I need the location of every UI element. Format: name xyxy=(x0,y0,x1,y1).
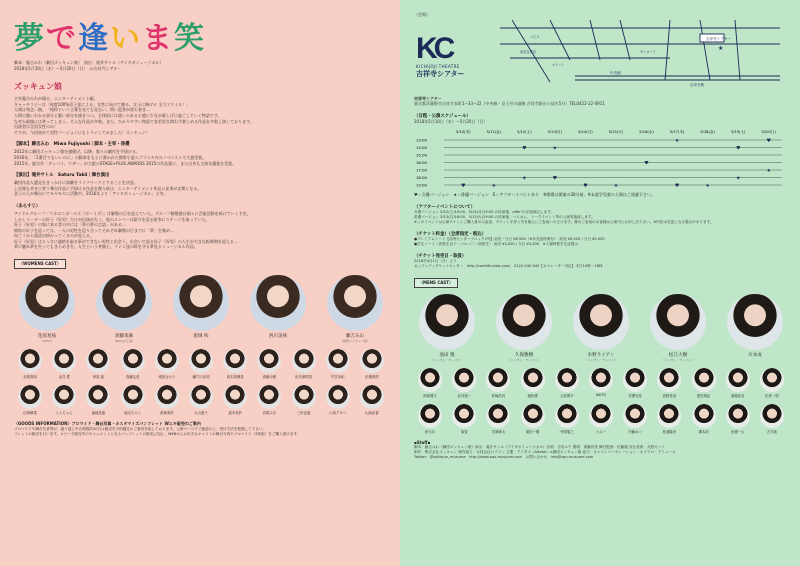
ticket-text xyxy=(414,237,788,247)
lead-cast-member xyxy=(414,294,480,362)
cast-affiliation: （ufilm） xyxy=(40,339,54,344)
cast-member xyxy=(117,349,149,379)
map-label-line: 中央線 xyxy=(610,70,621,75)
cast-member xyxy=(414,404,446,434)
text-line: 主宰藤吉みわが綴る、エンターテイメント劇。 xyxy=(14,96,98,102)
cast-name: 宮城章太 xyxy=(491,430,506,435)
cast-member xyxy=(287,349,319,379)
map-label-yodobashi: ヨドバシ xyxy=(552,62,565,67)
cast-photo xyxy=(18,385,42,409)
lead-cast-member xyxy=(14,275,80,343)
cast-affiliation: （ハンサム・ヤーマン） xyxy=(430,358,464,363)
cast-name: 西川美咲 xyxy=(268,334,288,340)
cast-name: 真藤友美 xyxy=(125,375,140,380)
schedule-day: 5/20(日) xyxy=(761,130,776,135)
cast-photo xyxy=(292,385,316,409)
cast-photo xyxy=(727,294,783,350)
schedule-dates: 2018年5月10日（木）〜5月20日（日） xyxy=(414,118,488,124)
cast-name: 道本有紗 xyxy=(228,411,242,416)
cast-affiliation: （Berryz工房） xyxy=(113,339,135,344)
cast-photo xyxy=(623,368,647,392)
heart-icon: ♥ xyxy=(644,160,649,167)
text-line: 人間は残念…無、「純粋という言葉を見ても見ない、問い返答が落ち着き… xyxy=(14,107,150,113)
venue-info xyxy=(414,96,788,107)
womens-cast-label: 〈WOMENS CAST〉 xyxy=(14,259,66,269)
cast-member xyxy=(82,349,114,379)
cast-member xyxy=(82,385,114,415)
cast-name: 松崎浩亮 xyxy=(491,394,506,399)
cast-photo xyxy=(223,385,247,409)
cast-photo xyxy=(121,349,145,373)
schedule-day: 5/19(土) xyxy=(730,130,746,135)
womens-lead-cast xyxy=(14,275,388,343)
text-line: 脚本：藤吉みわ（劇団ズッキュン娘）演出：滝井サトル（アイタボミュージカル）音楽：吉田ユウ 照明：齋藤有美 舞台監督：佐藤龍 宣伝美術：大野カンナ xyxy=(414,445,665,450)
star-icon: ★ xyxy=(735,175,741,182)
schedule-day: 5/14(月) xyxy=(578,130,593,135)
cast-photo xyxy=(452,368,476,392)
heart-icon: ♥ xyxy=(461,183,466,190)
cast-photo xyxy=(726,368,750,392)
cast-name: 仲原 晶 xyxy=(92,375,105,380)
cast-name: 真柴美咲 xyxy=(160,411,174,416)
cast-name: 久保雅樹 xyxy=(514,353,534,359)
title-char: 逢 xyxy=(78,22,108,55)
bio1-heading: 【脚本】藤吉みわ Miwa Fujiyoshi｜脚本・主宰・俳優 xyxy=(14,142,130,148)
title-char: い xyxy=(110,22,140,55)
cast-name: 瀬戸川未知 xyxy=(192,375,210,380)
cast-photo xyxy=(692,368,716,392)
map-label-coppice: コピス xyxy=(530,34,540,39)
cast-member xyxy=(482,368,514,398)
cast-name: 花原星枝 xyxy=(37,334,57,340)
cast-photo xyxy=(257,385,281,409)
text-line: 開始の好子を巡っては、一人の男性を巡り合ってそれぞれ解散の日までに「夢」を集め… xyxy=(14,227,174,233)
lead-cast-member xyxy=(645,294,711,362)
text-line: 金子の人が舞台にてモヤモヤに活動中。2016年より「アイタボミュージカル」主宰。 xyxy=(14,191,168,197)
mens-lead-cast xyxy=(414,294,788,362)
text-line: 女優バージョン 5/12(土)19:00、5/14(月)19:00 の終演後、elfin"の正規演出します。 xyxy=(414,210,554,215)
cast-photo xyxy=(418,404,442,428)
title-char: ま xyxy=(142,22,172,55)
lead-cast-member xyxy=(245,275,311,343)
cast-name: 高橋小稚 xyxy=(262,375,277,380)
cast-name: 田久保咲香 xyxy=(295,375,313,380)
text-line: 向こうから電話が掛かってくるのが見える。 xyxy=(14,233,94,239)
cast-photo xyxy=(326,349,350,373)
cast-photo xyxy=(189,349,213,373)
cast-photo xyxy=(486,368,510,392)
schedule-day: 5/16(水) xyxy=(639,130,654,135)
schedule-heading: （日程・公演スケジュール） xyxy=(414,113,471,119)
text-line: 劇団作品人選見をきっかけに演劇をライフワークとすることを決意。 xyxy=(14,180,138,186)
cast-name: とみー xyxy=(595,430,607,435)
text-line: アイドルグループ「マカロニボールズ（ボーイズ）」は解散の日を迎えていた。グループ解散後は個々に芸能活動を続けていく予定。 xyxy=(14,210,251,216)
access-map xyxy=(490,20,790,90)
cast-photo xyxy=(657,368,681,392)
cast-photo xyxy=(52,385,76,409)
cast-photo xyxy=(52,349,76,373)
cast-name: 宮澤光希 xyxy=(628,394,642,399)
cast-photo xyxy=(223,349,247,373)
cast-member xyxy=(551,368,583,398)
star-icon: ★ xyxy=(613,183,619,190)
cast-member xyxy=(653,368,685,398)
lead-cast-member xyxy=(568,294,634,362)
cast-photo xyxy=(657,404,681,428)
cast-member xyxy=(14,349,46,379)
schedule-time: 16:00 xyxy=(416,160,427,166)
star-icon: ★ xyxy=(491,183,497,190)
text-line: 2012年に劇団ズッキュン娘を旗揚げ。以降、数々の劇作を手掛ける。 xyxy=(14,149,140,155)
schedule-grid xyxy=(414,128,784,190)
cast-photo xyxy=(692,404,716,428)
staff-heading: ▪Staff▪ xyxy=(414,440,431,446)
cast-name: 黒田翔也 xyxy=(696,394,711,399)
cast-photo xyxy=(496,294,552,350)
schedule-day: 5/15(火) xyxy=(608,130,624,135)
goods-text xyxy=(14,427,388,437)
cast-photo xyxy=(521,368,545,392)
womens-cast-row-2 xyxy=(14,385,388,415)
map-label-theatre: 吉祥寺シアター xyxy=(706,36,731,41)
cast-name: 須藤茉麻 xyxy=(114,334,134,340)
cast-name: 原智 xyxy=(460,430,468,435)
cast-member xyxy=(756,368,788,398)
lead-cast-member xyxy=(322,275,388,343)
text-line: キャッチコピーは「純度100%男子達による、女性に向けて贈る、女子に捧げる 全力スマイル！」 xyxy=(14,101,191,107)
cast-name: 宮尾みき xyxy=(262,411,277,416)
cast-affiliation: （ハンサム・ヤーマン） xyxy=(584,358,618,363)
text-line: 好子（好男）はとっさに連絡を取る事ができない男性と出会う。出会いで語る好子（好男）の人生が大きな転換期を迎える… xyxy=(14,238,238,244)
cast-name: 福地英恵 xyxy=(91,411,106,416)
venue-logo-mark: KC xyxy=(416,31,452,65)
cast-photo xyxy=(173,275,229,331)
cast-member xyxy=(219,349,251,379)
star-icon: ★ xyxy=(766,168,771,175)
cast-name: 阿部健斗 xyxy=(423,394,437,399)
cast-photo xyxy=(326,385,350,409)
title-char: 笑 xyxy=(174,22,204,55)
heart-icon: ♥ xyxy=(674,183,680,190)
star-icon: ★ xyxy=(705,183,710,190)
cast-member xyxy=(448,368,480,398)
text-line: カンフェティチケットセンター http://confetti-web.com/ 0120-240-540【オペレーター対応】平日10時〜18時 xyxy=(414,264,603,269)
heart-icon: ♥ xyxy=(735,145,741,152)
cast-name: 田邉美咲 xyxy=(365,375,379,380)
text-line: 夢に触れ夢を失ってもきらめきを、人生という笑顔と、ファン達の絆を守る夢見るミュージカル作品。 xyxy=(14,244,198,250)
cast-member xyxy=(653,404,685,434)
text-line: ブロマイドや舞台写真等が、渡り遂し中合格数約20日は販売を予約確定のご案内を致しております。公演ページでご確認の上、受付方法を把握して下さい。 xyxy=(14,427,267,432)
troupe-logo: ズッキュン娘 xyxy=(14,82,62,92)
cast-name: 岩井翔一 xyxy=(457,394,472,399)
cast-name: 船岡 咲 xyxy=(193,334,209,340)
cast-photo xyxy=(327,275,383,331)
staff-credits xyxy=(414,440,788,460)
cast-photo xyxy=(18,349,42,373)
cast-member xyxy=(482,404,514,434)
cast-affiliation: （ハンサム・ヤーマン） xyxy=(661,358,695,363)
lead-cast-member xyxy=(168,275,234,343)
cast-photo xyxy=(623,404,647,428)
cast-name: 赤尾真知 xyxy=(23,375,37,380)
cast-member xyxy=(253,385,285,415)
show-title xyxy=(14,20,388,54)
cast-member xyxy=(14,385,46,415)
text-line: 俳優バージョン 5/13(日)18:00、5/15(火)19:00 の終演後、ハニカム、トークイベント等の公演実施致します。 xyxy=(414,215,595,220)
cast-member xyxy=(185,385,217,415)
cast-affiliation: （ハンサム・ヤーマン） xyxy=(507,358,541,363)
cast-name: 竹井沙紀 xyxy=(330,375,345,380)
text-line: Twitter：@zukkyun_musume http://www.zqu-musume.com お問い合わせ：info@zqu-musume.com xyxy=(414,455,594,460)
access-label: （会場） xyxy=(414,12,430,17)
text-line: 制作：株式会社ズッキュン 制作協力：合同会社ロブソン 主催：アイタボ（Aitabo）×劇団ズッキュン娘 協力：キャストコーポレーション・ホリプロ・アミューズ xyxy=(414,450,676,455)
cast-name: 高木真理香 xyxy=(226,375,244,380)
cast-photo xyxy=(189,385,213,409)
venue-logo-en: KICHIJOJI THEATRE xyxy=(416,63,460,69)
cast-name: とんちゃん xyxy=(55,411,73,416)
cast-photo xyxy=(360,385,384,409)
mens-cast-row-1 xyxy=(414,368,788,398)
cast-photo xyxy=(257,349,281,373)
text-line: なぜか最後には笑ってしまう。そんな作品が多数。また、ひかりやすい物語で老若男女問わず楽しめる作品を多数上演しております。 xyxy=(14,118,254,124)
cast-member xyxy=(117,385,149,415)
cast-name: 丸山夏子 xyxy=(194,411,208,416)
cast-member xyxy=(585,368,617,398)
cast-name: 植松優 xyxy=(527,394,538,399)
star-icon: ★ xyxy=(674,138,680,145)
event-heading: （アフターイベントについて） xyxy=(414,205,476,211)
cast-photo xyxy=(589,368,613,392)
schedule-day: 5/18(金) xyxy=(700,130,715,135)
map-star-icon: ★ xyxy=(718,44,724,52)
cast-photo xyxy=(760,404,784,428)
cast-name: 藤吉みわ xyxy=(345,334,365,340)
cast-member xyxy=(253,349,285,379)
text-line: 2016年、「2番目でもいいのに」の脚本をもとに書かれた携帯小説エブリスタ内のノベリストで大賞受賞。 xyxy=(14,154,207,160)
heart-icon: ♥ xyxy=(552,175,558,182)
cast-photo xyxy=(155,349,179,373)
cast-name: 大部勇平 xyxy=(560,394,574,399)
cast-member xyxy=(448,404,480,434)
cast-name: 寺岡瑞之 xyxy=(560,430,574,435)
cast-photo xyxy=(86,349,110,373)
intro-text xyxy=(14,96,388,135)
cast-member xyxy=(517,404,549,434)
cast-name: 山田アキコ xyxy=(329,411,347,416)
cast-member xyxy=(619,368,651,398)
womens-cast-row-1 xyxy=(14,349,388,379)
cast-name: 川本成 xyxy=(748,353,762,359)
bio2-text xyxy=(14,180,388,197)
ticket-heading: （チケット料金）（全席指定・税込） xyxy=(414,232,487,238)
schedule-day: 5/17(木) xyxy=(669,130,685,135)
cast-member xyxy=(48,385,80,415)
cast-name: 菅野泰登 xyxy=(662,394,677,399)
cast-member xyxy=(722,368,754,398)
cast-member xyxy=(551,404,583,434)
schedule-time: 14:00 xyxy=(416,145,427,151)
map-label-dept: 東急百貨店 xyxy=(520,49,536,54)
credit-line: 脚本：藤吉みわ（劇団ズッキュン娘） 演出：滝井サトル（アイタボミュージカル） xyxy=(14,60,164,65)
cast-member xyxy=(687,404,719,434)
schedule-legend: ♥＝女優バージョン ★＝俳優バージョン E＝アフターイベントあり ※開場は開演の30分前。※未就学児童の入場はご遠慮下さい。 xyxy=(414,192,655,198)
cast-member xyxy=(722,404,754,434)
story-heading: 〈あらすじ〉 xyxy=(14,203,41,209)
cast-name: 鈴木歩 xyxy=(425,430,436,435)
cast-name: 池田 慎 xyxy=(439,353,455,359)
text-line: ●学生シート（高校生以下・パルコ二〜高校生） 前売 ¥3,000 / 当日 ¥3,500 ※入場時要学生証提示 xyxy=(414,242,578,247)
cast-name: KAITO xyxy=(595,393,607,398)
cast-member xyxy=(619,404,651,434)
schedule-table xyxy=(414,128,788,190)
cast-member xyxy=(151,385,183,415)
cast-name: 湯場佳苗 xyxy=(730,394,745,399)
lead-cast-member xyxy=(722,294,788,362)
cast-name: 滝田一樹 xyxy=(525,430,540,435)
cast-name: 山西由香 xyxy=(365,411,379,416)
schedule-time: 17:00 xyxy=(416,167,427,173)
map-label-sunroad: サンロード xyxy=(640,49,656,54)
heart-icon: ♥ xyxy=(766,138,771,145)
text-line: しかしリーダーの好子（好男）だけが出演がなく、他のメンバーは紹介を巡る紛争にステージを取っていた。 xyxy=(14,216,210,222)
goods-info xyxy=(14,421,388,437)
cast-member xyxy=(517,368,549,398)
cast-name: 金井 愛 xyxy=(58,375,70,380)
cast-photo xyxy=(555,404,579,428)
text-line: 人間の強いわかる部分と脆い部分を描きつつ、全体的には違いのある小感に少女が楽しげに過ごしていく物語です。 xyxy=(14,112,222,118)
staff-text xyxy=(414,445,788,460)
venue-logo-jp: 吉祥寺シアター xyxy=(416,69,465,78)
cast-photo xyxy=(760,368,784,392)
heart-icon: ♥ xyxy=(583,183,588,190)
cast-photo xyxy=(726,404,750,428)
text-line: 2015年、総合作「ダッパイ、マザー」が大阪のSTAGE+PLUS AWARDS 2015の作品賞に、また出身も主演女優賞を受賞。 xyxy=(14,160,237,166)
cast-name: 佐倉一悟 xyxy=(765,394,779,399)
text-line: ですが、今回初めて男性バージョンにもトライしてみました！ズッキュン！ xyxy=(14,129,150,135)
bio1-text xyxy=(14,149,388,166)
schedule-day: 5/11(金) xyxy=(486,130,502,135)
event-text xyxy=(414,210,788,225)
cast-name: 堀毛ちみと xyxy=(124,411,142,416)
venue-address: 東京都武蔵野市吉祥寺本町1−33−22（中央線・京王井の頭線 吉祥寺駅から徒歩5分）TEL0422-22-0911 xyxy=(414,101,605,107)
bio2-heading: 【演出】滝井サトル Saturu Takii｜舞台演出 xyxy=(14,173,110,179)
goods-heading: 〈GOODS INFORMATION〉ブロマイド・舞台写真・カスタマイズパンフレット Wエキ販売のご案内 xyxy=(14,421,201,427)
venue-name: 吉祥寺シアター xyxy=(414,95,442,101)
venue-map-block xyxy=(414,20,788,90)
cast-name: 田渕瞬菜 xyxy=(23,411,37,416)
schedule-time: 18:00 xyxy=(416,175,427,181)
text-line: 好子（好男）の家に来る者の中には「夢の夢の言語」がある… xyxy=(14,222,126,228)
cast-name: 田邉一太 xyxy=(730,430,745,435)
cast-photo xyxy=(121,385,145,409)
cast-photo xyxy=(19,275,75,331)
release-heading: （チケット発売日・取扱） xyxy=(414,254,467,260)
story-text xyxy=(14,211,388,250)
right-panel xyxy=(400,0,800,566)
cast-member xyxy=(687,368,719,398)
text-line: 出演者は全員女性のみ！ xyxy=(14,124,58,130)
date-line: 2018年5月10日（木）〜5月20日（日） ＠吉祥寺シアター xyxy=(14,65,122,71)
cast-name: 内藤めぐ xyxy=(628,430,642,435)
cast-name: 溝本涼 xyxy=(698,430,709,435)
cast-name: 城田さおり xyxy=(158,375,176,380)
cast-member xyxy=(48,349,80,379)
cast-photo xyxy=(486,404,510,428)
cast-name: 水野ライアン xyxy=(587,353,615,359)
schedule-time: 19:00 xyxy=(416,182,427,188)
cast-photo xyxy=(86,385,110,409)
mens-cast-label: 〈MENS CAST〉 xyxy=(414,278,458,288)
cast-photo xyxy=(418,368,442,392)
cast-name: 松江大樹 xyxy=(668,353,688,359)
map-label-station: 吉祥寺駅 xyxy=(690,82,705,87)
cast-photo xyxy=(155,385,179,409)
cast-photo xyxy=(250,275,306,331)
schedule-day: 5/12(土) xyxy=(517,130,532,135)
cast-name: 古矢純 xyxy=(766,430,777,435)
lead-cast-member xyxy=(491,294,557,362)
cast-member xyxy=(585,404,617,434)
cast-affiliation: （劇団ズッキュン娘） xyxy=(340,339,370,344)
title-char: 夢 xyxy=(14,22,44,55)
cast-photo xyxy=(589,404,613,428)
schedule-time: 15:00 xyxy=(416,152,427,158)
cast-photo xyxy=(96,275,152,331)
lead-cast-member xyxy=(91,275,157,343)
schedule-day: 5/13(日) xyxy=(547,130,563,135)
cast-photo xyxy=(521,404,545,428)
cast-photo xyxy=(360,349,384,373)
cast-name: 三好也遥 xyxy=(296,411,311,416)
mens-cast-row-2 xyxy=(414,404,788,434)
cast-photo xyxy=(419,294,475,350)
venue-logo xyxy=(416,31,476,79)
text-line: 上京後も幸せに笑う舞台作品に手掛ける作品を創り続け、エンターテイメント作品に従事が定期となる。 xyxy=(14,185,202,191)
text-line: ※このイベントは公演チケットご購入者のみ参加、チケット半券と引き換えにご参加いただけます。舞台ご参加のお客様は公演中にお申し出下さい。※内容は変更になる場合があります。 xyxy=(414,220,714,225)
cast-member xyxy=(287,385,319,415)
cast-member xyxy=(185,349,217,379)
schedule-day: 5/10(木) xyxy=(456,130,471,135)
cast-photo xyxy=(452,404,476,428)
cast-member xyxy=(151,349,183,379)
release-text xyxy=(414,259,788,269)
cast-member xyxy=(322,349,354,379)
heart-icon: ♥ xyxy=(522,145,527,152)
text-line: ●プレミアムシート【前列センターブロック2列】前売・当日 ¥6,500（※非売品特典付） 前売 ¥6,000 / 当日 ¥5,000 xyxy=(414,237,605,242)
cast-member xyxy=(322,385,354,415)
cast-photo xyxy=(650,294,706,350)
schedule-time: 13:00 xyxy=(416,137,427,143)
cast-photo xyxy=(555,368,579,392)
star-icon: ★ xyxy=(552,145,558,152)
cast-member xyxy=(756,404,788,434)
title-char: で xyxy=(46,22,76,55)
star-icon: ★ xyxy=(522,175,527,182)
cast-photo xyxy=(292,349,316,373)
cast-member xyxy=(219,385,251,415)
cast-member xyxy=(356,349,388,379)
cast-photo xyxy=(573,294,629,350)
cast-name: 松浦隆彦 xyxy=(662,430,677,435)
text-line: フレットの販売を行います。ロビーで販売中のモニュメントとなるパンフレットの販売に加え、WEBからお好きなキャストの舞台写真やブロマイド（2枚組）をご購入頂けます。 xyxy=(14,432,301,437)
text-line: 2018年4月1日（日）より xyxy=(414,259,457,264)
cast-member xyxy=(414,368,446,398)
cast-member xyxy=(356,385,388,415)
